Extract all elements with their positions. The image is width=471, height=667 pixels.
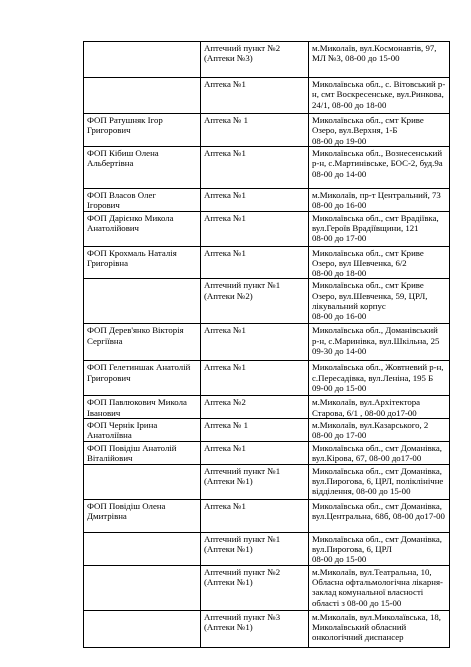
table-row <box>84 419 450 442</box>
address-cell: Миколаївська обл., смт Врадіївка, вул.Героїв Врадіївщини, 121 08-00 до 17-00 <box>309 211 450 246</box>
table-row <box>84 189 450 212</box>
pharmacy-cell: Аптека №1 <box>201 324 309 361</box>
owner-cell: ФОП Дерев'янко Вікторія Сергіївна <box>84 324 201 361</box>
pharmacy-cell: Аптека №1 <box>201 246 309 279</box>
owner-cell <box>84 532 201 565</box>
pharmacy-cell: Аптека №1 <box>201 78 309 114</box>
owner-cell: ФОП Власов Олег Ігорович <box>84 189 201 212</box>
address-cell: Миколаївська обл., Вознесенський р-н, с.Мартинівське, БОС-2, буд.9а 08-00 до 14-00 <box>309 147 450 189</box>
address-cell: Миколаївська обл., смт Криве Озеро, вул Шевченка, 6/2 08-00 до 18-00 <box>309 246 450 279</box>
pharmacy-cell: Аптека № 1 <box>201 419 309 442</box>
table-row <box>84 78 450 114</box>
owner-cell: ФОП Ратушняк Ігор Григорович <box>84 114 201 147</box>
pharmacy-cell: Аптечний пункт №1 (Аптеки №1) <box>201 464 309 499</box>
address-cell: Миколаївська обл., Доманівський р-н, с.Маринівка, вул.Шкільна, 25 09-30 до 14-00 <box>309 324 450 361</box>
table-row <box>84 114 450 147</box>
address-cell: Миколаївська обл., с. Вітовський р-н, смт Воскресенське, вул.Ринкова, 24/1, 08-00 до 18-00 <box>309 78 450 114</box>
pharmacy-cell: Аптека №1 <box>201 499 309 532</box>
owner-cell <box>84 565 201 610</box>
table-row <box>84 464 450 499</box>
address-cell: Миколаївська обл., Жовтневий р-н, с.Пересадівка, вул.Леніна, 195 Б 09-00 до 15-00 <box>309 361 450 396</box>
pharmacy-cell: Аптека №1 <box>201 147 309 189</box>
address-cell: Миколаївська обл., смт Доманівка, вул.Кірова, 67, 08-00 до17-00 <box>309 441 450 464</box>
address-cell: м.Миколаїв, вул.Архітектора Старова, 6/1 , 08-00 до17-00 <box>309 396 450 419</box>
pharmacy-table-body <box>84 42 450 648</box>
table-row <box>84 211 450 246</box>
pharmacy-cell: Аптека № 1 <box>201 114 309 147</box>
owner-cell <box>84 610 201 647</box>
pharmacy-cell: Аптечний пункт №3 (Аптеки №1) <box>201 610 309 647</box>
owner-cell: ФОП Дарієнко Микола Анатолійович <box>84 211 201 246</box>
pharmacy-cell: Аптека №1 <box>201 211 309 246</box>
address-cell: м.Миколаїв, вул.Театральна, 10, Обласна офтальмологічна лікарня-заклад комунальної власності області з 08-00 до 15-00 <box>309 565 450 610</box>
pharmacy-table <box>83 41 450 648</box>
address-cell: Миколаївська обл., смт Криве Озеро, вул.Верхня, 1-Б 08-00 до 19-00 <box>309 114 450 147</box>
pharmacy-cell: Аптечний пункт №2 (Аптеки №3) <box>201 42 309 78</box>
table-row <box>84 279 450 324</box>
table-row <box>84 42 450 78</box>
address-cell: Миколаївська обл., смт Криве Озеро, вул.Шевченка, 59, ЦРЛ, лікувальний корпус 08-00 до 16-00 <box>309 279 450 324</box>
owner-cell: ФОП Крохмаль Наталія Григорівна <box>84 246 201 279</box>
owner-cell: ФОП Повідіш Анатолій Віталійович <box>84 441 201 464</box>
address-cell: м.Миколаїв, вул.Космонавтів, 97, МЛ №3, 08-00 до 15-00 <box>309 42 450 78</box>
owner-cell <box>84 78 201 114</box>
table-row <box>84 610 450 647</box>
owner-cell <box>84 464 201 499</box>
address-cell: Миколаївська обл., смт Доманівка, вул.Центральна, 68б, 08-00 до17-00 <box>309 499 450 532</box>
pharmacy-cell: Аптека №2 <box>201 396 309 419</box>
table-row <box>84 499 450 532</box>
table-row <box>84 396 450 419</box>
table-row <box>84 361 450 396</box>
address-cell: м.Миколаїв, вул.Казарського, 2 08-00 до 17-00 <box>309 419 450 442</box>
owner-cell <box>84 42 201 78</box>
owner-cell: ФОП Повідіш Олена Дмитрівна <box>84 499 201 532</box>
pharmacy-cell: Аптека №1 <box>201 189 309 212</box>
pharmacy-cell: Аптечний пункт №2 (Аптеки №1) <box>201 565 309 610</box>
address-cell: Миколаївська обл., смт Доманівка, вул.Пирогова, 6, ЦРЛ, поліклінічне відділення, 08-00 до 15-00 <box>309 464 450 499</box>
pharmacy-cell: Аптечний пункт №1 (Аптеки №2) <box>201 279 309 324</box>
owner-cell <box>84 279 201 324</box>
owner-cell: ФОП Павлюкович Микола Іванович <box>84 396 201 419</box>
address-cell: м.Миколаїв, пр-т Центральний, 73 08-00 до 16-00 <box>309 189 450 212</box>
address-cell: м.Миколаїв, вул.Миколаївська, 18, Миколаївський обласний онкологічний диспансер <box>309 610 450 647</box>
table-row <box>84 441 450 464</box>
pharmacy-cell: Аптека №1 <box>201 361 309 396</box>
table-row <box>84 147 450 189</box>
owner-cell: ФОП Гелетиншак Анатолій Григорович <box>84 361 201 396</box>
table-row <box>84 324 450 361</box>
table-row <box>84 246 450 279</box>
pharmacy-cell: Аптечний пункт №1 (Аптеки №1) <box>201 532 309 565</box>
table-row <box>84 532 450 565</box>
owner-cell: ФОП Чернік Ірина Анатоліївна <box>84 419 201 442</box>
pharmacy-cell: Аптека №1 <box>201 441 309 464</box>
owner-cell: ФОП Кібиш Олена Альбертівна <box>84 147 201 189</box>
table-row <box>84 565 450 610</box>
address-cell: Миколаївська обл., смт Доманівка, вул.Пирогова, 6, ЦРЛ 08-00 до 15-00 <box>309 532 450 565</box>
